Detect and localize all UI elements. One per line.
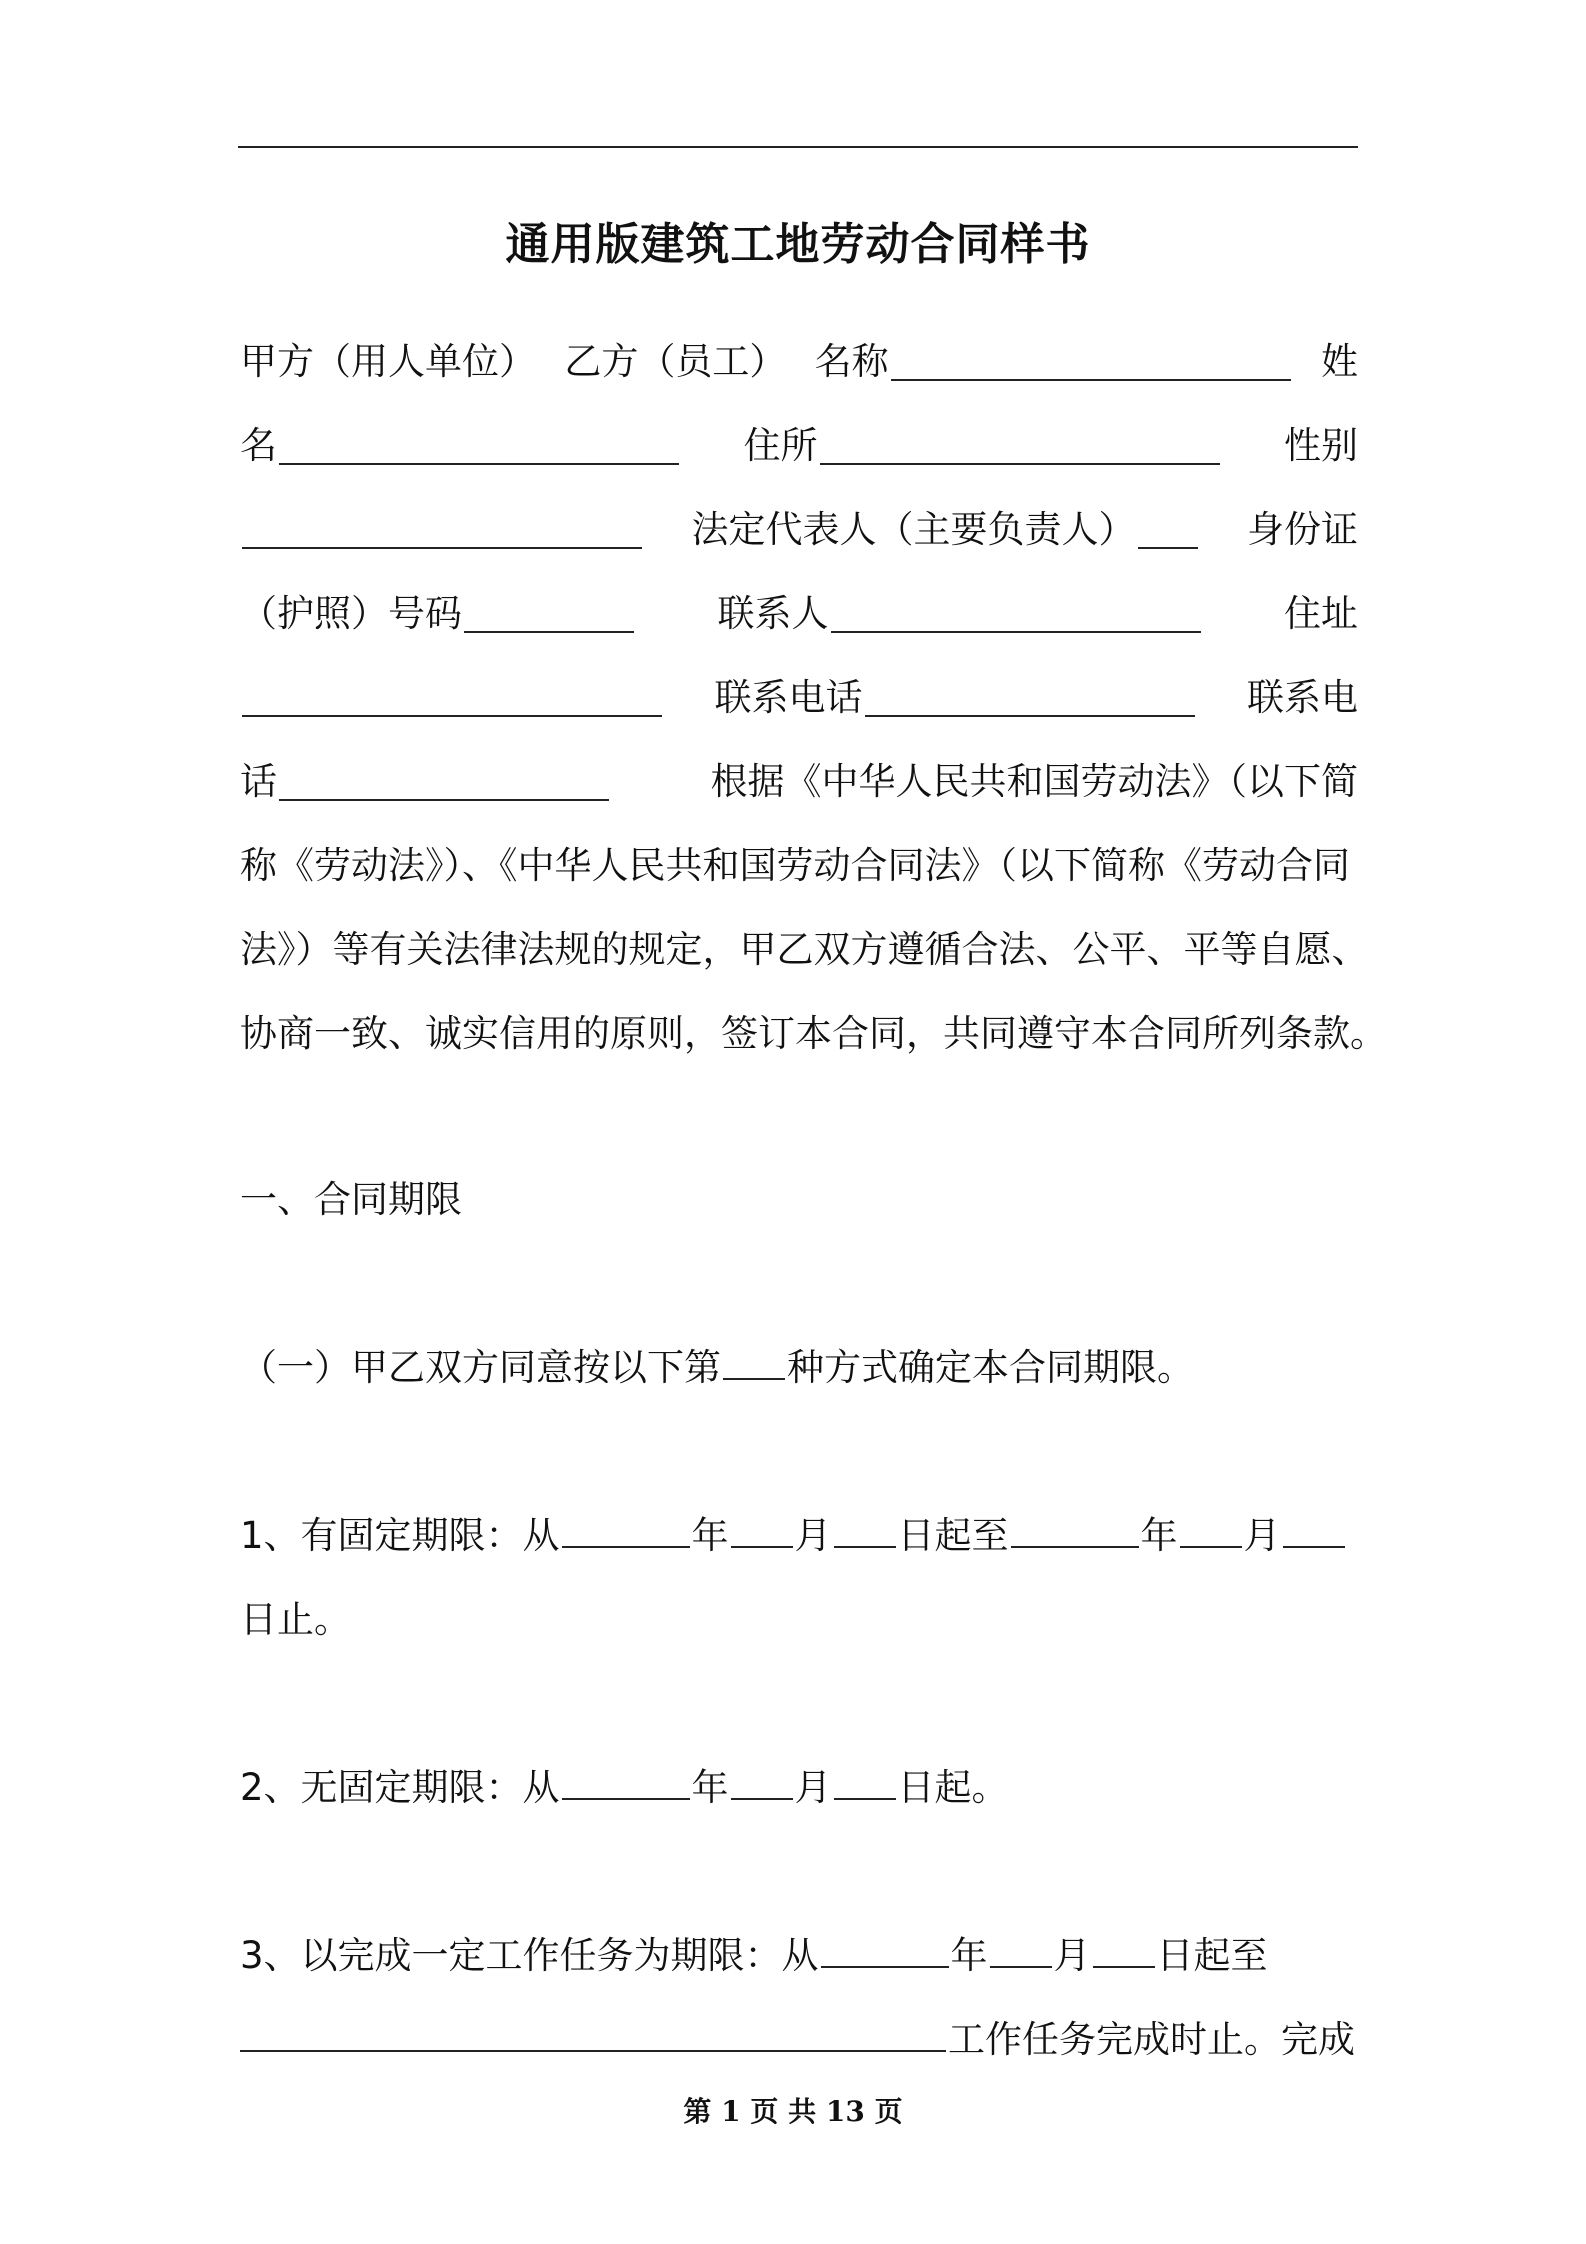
contact-person-blank [831, 595, 1201, 633]
party-line-3 [240, 500, 1358, 560]
employee-phone-label-start: 联系电 [1247, 676, 1358, 719]
employee-phone-field [240, 752, 611, 812]
fixed-end-year-blank [1011, 1510, 1139, 1548]
id-label-end: （护照）号码 [240, 592, 462, 635]
open-term-text: 2、无固定期限：从 [240, 1766, 560, 1809]
term-type-blank [723, 1342, 785, 1380]
employee-name-label-start: 姓 [1320, 340, 1358, 383]
fixed-year-label: 年 [691, 1514, 729, 1557]
party-line-2 [240, 416, 1358, 476]
residence-blank [820, 427, 1220, 465]
gender-label: 性别 [1284, 424, 1358, 467]
task-month-label: 月 [1053, 1934, 1091, 1977]
gender-blank [242, 511, 642, 549]
party-line-1 [240, 332, 1358, 392]
fixed-from-label: 日起至 [897, 1514, 1009, 1557]
fixed-start-month-blank [731, 1510, 793, 1548]
task-description-blank [240, 2014, 946, 2052]
preamble-line-4: 协商一致、诚实信用的原则，签订本合同，共同遵守本合同所列条款。 [240, 1012, 1387, 1055]
party-b-label: 乙方（员工） [564, 340, 787, 383]
party-a-label: 甲方（用人单位） [240, 340, 536, 383]
task-year-blank [821, 1930, 949, 1968]
legal-rep-label: 法定代表人（主要负责人） [691, 508, 1136, 551]
address-blank [242, 679, 662, 717]
task-term-text: 3、以完成一定工作任务为期限：从 [240, 1934, 819, 1977]
fixed-term-text: 1、有固定期限：从 [240, 1514, 560, 1557]
fixed-month2-label: 月 [1243, 1514, 1281, 1557]
section-heading: 一、合同期限 [240, 1178, 462, 1221]
company-phone-label: 联系电话 [714, 676, 863, 719]
open-month-label: 月 [794, 1766, 832, 1809]
employee-name-blank [279, 427, 679, 465]
task-term-line-2 [240, 2010, 1358, 2070]
party-line-6 [240, 752, 1358, 812]
fixed-start-year-blank [562, 1510, 690, 1548]
fixed-term-line [240, 1506, 1358, 1566]
contact-person-field [718, 584, 1203, 644]
fixed-end-month-blank [1180, 1510, 1242, 1548]
open-term-end: 日起。 [897, 1766, 1009, 1809]
task-day-blank [1093, 1930, 1155, 1968]
open-day-blank [834, 1762, 896, 1800]
document-title: 通用版建筑工地劳动合同样书 [505, 219, 1091, 270]
company-name-label: 名称 [814, 340, 889, 383]
open-term-line [240, 1758, 1358, 1818]
term-type-clause [240, 1338, 1358, 1398]
company-phone-blank [865, 679, 1195, 717]
company-name-blank [891, 343, 1291, 381]
task-year-label: 年 [950, 1934, 988, 1977]
address-label: 住址 [1284, 592, 1358, 635]
contact-person-label: 联系人 [717, 592, 829, 635]
fixed-end-day-blank [1283, 1510, 1345, 1548]
preamble-line-1: 根据《中华人民共和国劳动法》（以下简 [710, 760, 1358, 803]
fixed-term-end: 日止。 [240, 1598, 351, 1641]
task-month-blank [990, 1930, 1052, 1968]
header-rule [238, 146, 1358, 148]
legal-rep-blank [1138, 511, 1198, 549]
company-phone-field [715, 668, 1197, 728]
employee-phone-blank [279, 763, 609, 801]
residence-label: 住所 [743, 424, 818, 467]
fixed-year2-label: 年 [1140, 1514, 1178, 1557]
id-number-blank [464, 595, 634, 633]
open-year-blank [562, 1762, 690, 1800]
term-type-text-b: 种方式确定本合同期限。 [787, 1346, 1194, 1389]
employee-phone-label-end: 话 [240, 760, 277, 803]
residence-field [744, 416, 1222, 476]
task-term-line [240, 1926, 1358, 1986]
id-label-start: 身份证 [1247, 508, 1358, 551]
fixed-month-label: 月 [794, 1514, 832, 1557]
company-name-field [815, 332, 1293, 392]
preamble-line-3: 法》）等有关法律法规的规定，甲乙双方遵循合法、公平、平等自愿、 [240, 928, 1369, 971]
task-term-text-b: 工作任务完成时止。完成 [948, 2018, 1355, 2061]
employee-name-label-end: 名 [240, 424, 277, 467]
task-from-label: 日起至 [1156, 1934, 1268, 1977]
term-type-text-a: （一）甲乙双方同意按以下第 [240, 1346, 721, 1389]
party-line-5 [240, 668, 1358, 728]
employee-name-field [240, 416, 681, 476]
id-number-field [240, 584, 636, 644]
preamble-line-2: 称《劳动法》）、《中华人民共和国劳动合同法》（以下简称《劳动合同 [240, 844, 1350, 887]
open-month-blank [731, 1762, 793, 1800]
page-footer: 第 1 页 共 13 页 [683, 2095, 903, 2128]
open-year-label: 年 [691, 1766, 729, 1809]
party-line-4 [240, 584, 1358, 644]
fixed-start-day-blank [834, 1510, 896, 1548]
legal-rep-field [692, 500, 1200, 560]
